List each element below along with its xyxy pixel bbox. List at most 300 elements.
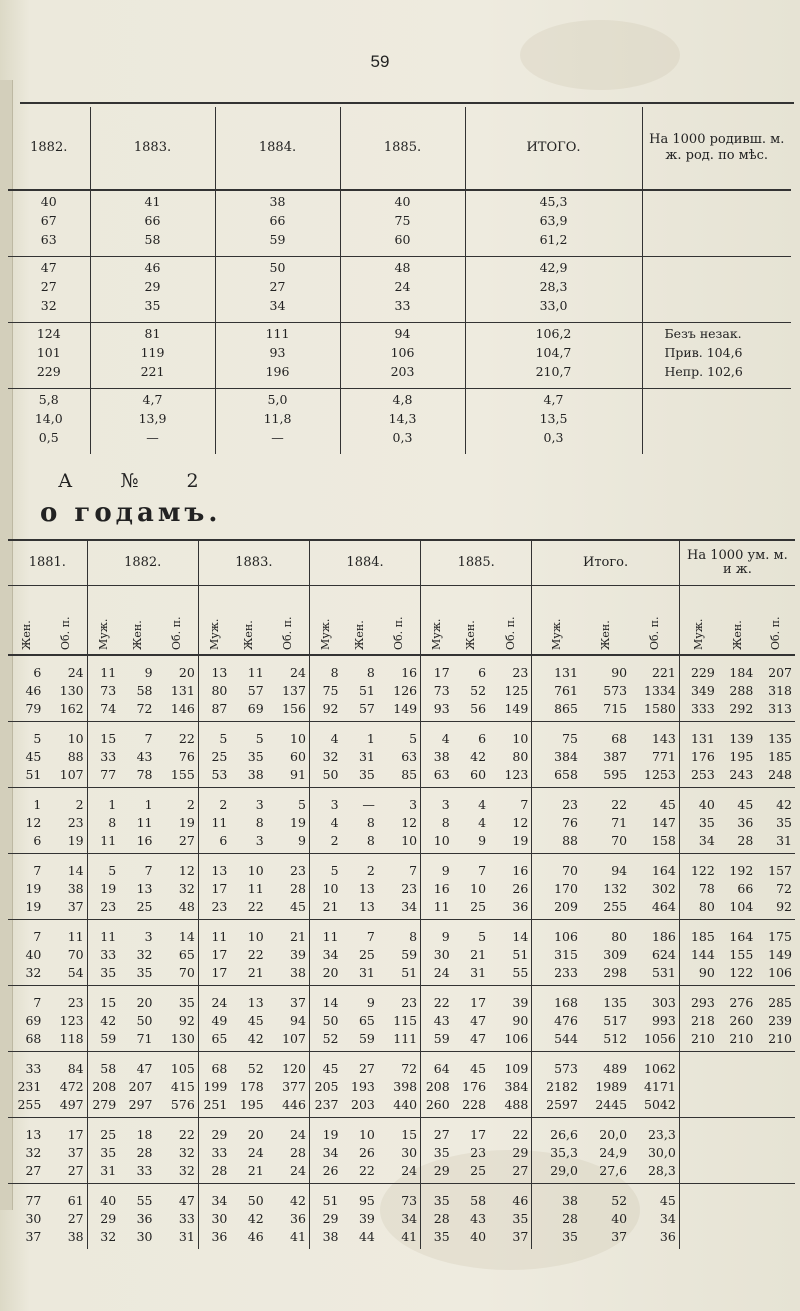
table-cell: 28,3 (630, 1162, 679, 1184)
table-cell: 5 (33, 731, 42, 746)
year-header-1881: 1881. (8, 540, 87, 586)
table-cell: 52 (611, 1193, 628, 1208)
sub-header (44, 586, 87, 656)
table-cell: 41 (378, 1228, 421, 1249)
table-cell: 36 (211, 1229, 228, 1244)
table-cell: 10 (378, 832, 421, 854)
table-cell: 9 (441, 929, 450, 944)
summary-cell (8, 389, 90, 455)
table-cell: 75 (562, 731, 578, 746)
summary-value: 58 (144, 232, 161, 247)
table-cell: 3 (378, 788, 421, 815)
table-cell: 164 (729, 929, 754, 944)
table-cell: 23 (378, 880, 421, 898)
table-cell: 22 (156, 1118, 199, 1145)
table-cell: 54 (44, 964, 87, 986)
sub-header-label: Жен. (130, 620, 144, 650)
table-cell: 260 (729, 1013, 754, 1028)
table-cell: 35 (433, 1193, 450, 1208)
table-cell: 47 (470, 1013, 487, 1028)
table-cell: 42 (470, 749, 487, 764)
summary-cell (340, 389, 465, 455)
summary-value: 67 (40, 213, 57, 228)
summary-value: 40 (394, 194, 411, 209)
col-header-1884: 1884. (215, 107, 340, 190)
summary-value: 35 (144, 298, 161, 313)
table-cell: 8 (342, 832, 378, 854)
table-cell: 297 (119, 1096, 155, 1118)
table-cell: 80 (611, 929, 628, 944)
table-cell: 19 (44, 832, 87, 854)
summary-value: 106,2 (535, 326, 572, 341)
table-cell: 72 (119, 700, 155, 722)
table-cell: 22 (433, 995, 450, 1010)
table-cell: 27 (8, 1162, 44, 1184)
table-cell: 2597 (532, 1096, 581, 1118)
table-row (8, 1052, 795, 1079)
table-cell: 69 (25, 1013, 42, 1028)
table-cell: 178 (239, 1079, 264, 1094)
summary-value: 119 (140, 345, 165, 360)
summary-value: 28,3 (539, 279, 568, 294)
table-cell: 5 (108, 863, 117, 878)
table-cell: 70 (44, 946, 87, 964)
table-cell: 239 (768, 1013, 792, 1028)
table-cell: 6 (33, 665, 42, 680)
table-cell: 43 (433, 1013, 450, 1028)
table-cell: 80 (489, 748, 532, 766)
summary-value: 29 (144, 279, 161, 294)
table-cell: 6 (8, 832, 44, 854)
table-cell (756, 1162, 795, 1184)
table-cell: 10 (421, 832, 453, 854)
section-heading: о годамъ. (40, 498, 222, 528)
table-cell: 16 (489, 854, 532, 881)
year-header-1885: 1885. (421, 540, 532, 586)
summary-value: 101 (36, 345, 61, 360)
summary-value: 203 (390, 364, 415, 379)
table-cell: 243 (718, 766, 756, 788)
table-cell: 37 (489, 1228, 532, 1249)
table-cell: 23 (562, 797, 578, 812)
table-cell: 761 (554, 683, 578, 698)
table-cell (679, 1184, 717, 1211)
table-cell: 146 (156, 700, 199, 722)
table-cell (718, 1228, 756, 1249)
table-cell: 195 (230, 1096, 266, 1118)
table-cell (756, 1096, 795, 1118)
summary-value: 47 (40, 260, 57, 275)
summary-value: 50 (269, 260, 286, 275)
table-cell: 70 (156, 964, 199, 986)
table-cell: 122 (718, 964, 756, 986)
sub-header-label: Жен. (599, 620, 613, 650)
table-cell (718, 1162, 756, 1184)
table-row (8, 920, 795, 947)
table-cell: 288 (729, 683, 754, 698)
table-cell (756, 1144, 795, 1162)
table-cell: 24,9 (599, 1145, 628, 1160)
table-cell: 285 (768, 995, 792, 1010)
table-cell: 11 (211, 929, 228, 944)
table-cell: 162 (44, 700, 87, 722)
table-cell: 9 (441, 863, 450, 878)
table-cell: 32 (100, 1229, 117, 1244)
sub-header-label: Об. п. (281, 616, 295, 650)
table-cell: 92 (756, 898, 795, 920)
sub-header-label: Муж. (96, 618, 110, 650)
summary-value: 27 (269, 279, 286, 294)
table-cell: 65 (156, 946, 199, 964)
table-cell: 45 (267, 898, 310, 920)
table-cell: 21 (230, 1162, 266, 1184)
table-cell: 68 (611, 731, 628, 746)
table-cell: 19 (25, 881, 42, 896)
table-cell: 464 (630, 898, 679, 920)
table-cell: 440 (378, 1096, 421, 1118)
summary-cell (340, 190, 465, 257)
sub-header (309, 586, 341, 656)
table-row (8, 682, 795, 700)
sub-header (756, 586, 795, 656)
table-cell: 497 (44, 1096, 87, 1118)
table-cell: 192 (729, 863, 754, 878)
section-letter: А (58, 470, 75, 492)
table-cell: 28 (198, 1162, 230, 1184)
table-cell (718, 1096, 756, 1118)
summary-cell (215, 190, 340, 257)
section-number-sign: № (120, 470, 141, 492)
table-cell: 11 (421, 898, 453, 920)
table-cell: 8 (441, 815, 450, 830)
table-cell: 303 (630, 986, 679, 1013)
table-cell: 155 (156, 766, 199, 788)
table-cell: 28 (433, 1211, 450, 1226)
table-cell: 32 (8, 964, 44, 986)
table-cell: 993 (630, 1012, 679, 1030)
table-cell: 4 (478, 815, 487, 830)
summary-value: 124 (36, 326, 61, 341)
table-cell: 27 (358, 1061, 375, 1076)
table-cell: 157 (768, 863, 792, 878)
summary-value: 63 (40, 232, 57, 247)
table-cell: 17 (433, 665, 450, 680)
table-cell: 28 (267, 880, 310, 898)
table-cell: 50 (136, 1013, 153, 1028)
table-cell: 11 (247, 665, 264, 680)
table-cell: 122 (690, 863, 715, 878)
table-cell: 5 (219, 731, 228, 746)
summary-value: 34 (269, 298, 286, 313)
table-cell: 446 (267, 1096, 310, 1118)
table-cell: 31 (453, 964, 489, 986)
summary-cell (215, 389, 340, 455)
table-cell: 56 (453, 700, 489, 722)
table-row (8, 1228, 795, 1249)
year-header-total: Итого. (532, 540, 680, 586)
table-cell: 2 (219, 797, 228, 812)
table-cell: 30 (378, 1144, 421, 1162)
table-cell: 23 (44, 986, 87, 1013)
table-cell: 9 (366, 995, 375, 1010)
table-cell: 109 (489, 1052, 532, 1079)
table-cell: 36 (136, 1211, 153, 1226)
table-cell: 38 (267, 964, 310, 986)
table-cell: 15 (100, 995, 117, 1010)
table-cell: 31 (358, 749, 375, 764)
year-header-per-1000: На 1000 ум. м. и ж. (679, 540, 795, 586)
table-cell: 57 (247, 683, 264, 698)
table-cell: 186 (630, 920, 679, 947)
table-cell: 120 (267, 1052, 310, 1079)
table-cell: 34 (322, 947, 339, 962)
sub-header-label: Жен. (19, 620, 33, 650)
table-cell: 16 (433, 881, 450, 896)
table-cell (718, 1144, 756, 1162)
summary-value: 106 (390, 345, 415, 360)
summary-cell (642, 323, 791, 389)
table-cell: 18 (136, 1127, 153, 1142)
table-cell: 210 (679, 1030, 717, 1052)
table-cell: 5 (478, 929, 487, 944)
table-row (8, 1012, 795, 1030)
table-cell: 8 (330, 665, 339, 680)
table-cell: 33 (119, 1162, 155, 1184)
table-cell: 14 (489, 920, 532, 947)
table-cell: 4171 (630, 1078, 679, 1096)
table-cell: 1 (366, 731, 375, 746)
table-cell: 203 (342, 1096, 378, 1118)
table-cell: 12 (378, 814, 421, 832)
table-cell: 22 (611, 797, 628, 812)
table-cell: 237 (309, 1096, 341, 1118)
table-cell: 7 (33, 863, 42, 878)
table-cell: 17 (470, 1127, 487, 1142)
table-cell: 22 (342, 1162, 378, 1184)
table-cell: 12 (156, 854, 199, 881)
table-cell: 76 (562, 815, 578, 830)
table-cell: 377 (267, 1078, 310, 1096)
table-cell: 19 (8, 898, 44, 920)
summary-value: 40 (40, 194, 57, 209)
summary-value: 14,3 (388, 411, 417, 426)
table-cell: 207 (768, 665, 792, 680)
table-cell: 4 (478, 797, 487, 812)
sub-header (679, 586, 717, 656)
summary-value: 63,9 (539, 213, 568, 228)
table-cell: 2182 (546, 1079, 578, 1094)
table-cell: 185 (690, 929, 715, 944)
table-cell: 42 (100, 1013, 117, 1028)
table-cell: 55 (136, 1193, 153, 1208)
table-cell: 255 (8, 1096, 44, 1118)
summary-cell (642, 257, 791, 323)
table-cell: 185 (768, 749, 792, 764)
table-cell: 23 (489, 655, 532, 682)
table-cell: 63 (378, 748, 421, 766)
table-cell: 70 (562, 863, 578, 878)
sub-header (87, 586, 119, 656)
table-cell (679, 1162, 717, 1184)
table-cell: 106 (489, 1030, 532, 1052)
table-cell: 24 (211, 995, 228, 1010)
summary-cell (340, 323, 465, 389)
table-cell: 45 (25, 749, 42, 764)
table-cell: 17 (211, 947, 228, 962)
table-cell: 79 (8, 700, 44, 722)
table-cell: 32 (322, 749, 339, 764)
sub-header-label: Муж. (208, 618, 222, 650)
table-cell: 51 (489, 946, 532, 964)
table-cell: 118 (44, 1030, 87, 1052)
summary-value: 221 (140, 364, 165, 379)
section-number-value: 2 (186, 470, 201, 492)
table-cell: 11 (100, 665, 117, 680)
summary-cell (8, 257, 90, 323)
sub-header (453, 586, 489, 656)
table-cell: 22 (156, 722, 199, 749)
table-cell: 19 (322, 1127, 339, 1142)
table-cell: 865 (532, 700, 581, 722)
table-cell: 156 (267, 700, 310, 722)
table-cell: 1253 (630, 766, 679, 788)
table-cell: 1 (144, 797, 153, 812)
table-cell: 292 (718, 700, 756, 722)
table-cell: 315 (554, 947, 578, 962)
summary-value: — (146, 430, 159, 445)
table-row (8, 700, 795, 722)
table-cell: 25 (211, 749, 228, 764)
table-cell: 13 (136, 881, 153, 896)
table-cell: 65 (198, 1030, 230, 1052)
table-cell: 68 (8, 1030, 44, 1052)
summary-cell (215, 257, 340, 323)
summary-group-row (8, 190, 791, 257)
table-cell: 52 (309, 1030, 341, 1052)
sub-header-label: Жен. (242, 620, 256, 650)
table-cell: 1989 (595, 1079, 628, 1094)
table-cell: 80 (211, 683, 228, 698)
table-cell: 130 (44, 682, 87, 700)
table-cell: 35 (247, 749, 264, 764)
summary-value: 5,0 (267, 392, 288, 407)
page-number: 59 (370, 52, 390, 71)
table-cell: 17 (44, 1118, 87, 1145)
summary-cell (90, 389, 215, 455)
table-cell: 9 (267, 832, 310, 854)
summary-value: — (271, 430, 284, 445)
yearly-table (8, 539, 795, 1249)
table-cell: 2 (156, 788, 199, 815)
table-cell: 11 (87, 832, 119, 854)
table-cell (718, 1184, 756, 1211)
paper-stain (520, 20, 680, 90)
table-cell: 34 (211, 1193, 228, 1208)
table-cell: 489 (603, 1061, 628, 1076)
table-cell: 231 (17, 1079, 42, 1094)
table-cell: 158 (630, 832, 679, 854)
summary-cell (642, 389, 791, 455)
table-cell: 37 (267, 986, 310, 1013)
table-cell: 45 (630, 1184, 679, 1211)
summary-cell (465, 190, 642, 257)
table-cell: 208 (92, 1079, 117, 1094)
table-cell: 135 (603, 995, 628, 1010)
table-cell: 70 (581, 832, 630, 854)
table-cell: 21 (470, 947, 487, 962)
table-cell: 37 (44, 1144, 87, 1162)
table-cell: 248 (756, 766, 795, 788)
table-cell: 251 (198, 1096, 230, 1118)
table-cell: 10 (470, 881, 487, 896)
table-cell: 19 (156, 814, 199, 832)
table-cell: 38 (433, 749, 450, 764)
table-row (8, 880, 795, 898)
table-cell: 59 (87, 1030, 119, 1052)
table-row (8, 898, 795, 920)
table-cell: 63 (421, 766, 453, 788)
summary-cell (90, 257, 215, 323)
sub-header (267, 586, 310, 656)
summary-value: 4,7 (142, 392, 163, 407)
table-cell: 2 (44, 788, 87, 815)
table-cell: 35 (100, 1145, 117, 1160)
table-cell: 107 (44, 766, 87, 788)
table-cell: 11 (322, 929, 339, 944)
table-cell: 25 (453, 1162, 489, 1184)
table-cell: 25 (119, 898, 155, 920)
table-cell: 59 (378, 946, 421, 964)
table-cell: 313 (756, 700, 795, 722)
table-cell: 92 (156, 1012, 199, 1030)
table-cell: 37 (44, 898, 87, 920)
table-cell: 22 (247, 947, 264, 962)
table-row (8, 1078, 795, 1096)
table-cell: 52 (470, 683, 487, 698)
table-cell: 72 (378, 1052, 421, 1079)
table-cell: 387 (603, 749, 628, 764)
table-cell: 193 (351, 1079, 375, 1094)
summary-value: 14,0 (34, 411, 63, 426)
table-cell: 5 (378, 722, 421, 749)
table-cell: 149 (768, 947, 792, 962)
col-header-1882: 1882. (8, 107, 90, 190)
yearly-year-row (8, 540, 795, 586)
table-cell: 25 (358, 947, 375, 962)
table-cell: 28 (136, 1145, 153, 1160)
table-cell: 13 (247, 995, 264, 1010)
table-cell: 59 (342, 1030, 378, 1052)
table-cell: 36 (737, 815, 754, 830)
sub-header-label: Об. п. (503, 616, 517, 650)
table-cell: 10 (322, 881, 339, 896)
sub-header (489, 586, 532, 656)
table-cell: 7 (144, 731, 153, 746)
sub-header (630, 586, 679, 656)
yearly-subheader-row (8, 586, 795, 656)
summary-value: 0,3 (543, 430, 564, 445)
table-cell: 23 (378, 986, 421, 1013)
table-cell: 14 (44, 854, 87, 881)
table-cell: 39 (358, 1211, 375, 1226)
table-cell: 33 (25, 1061, 42, 1076)
table-cell: 512 (581, 1030, 630, 1052)
sub-header (156, 586, 199, 656)
table-cell: 23 (87, 898, 119, 920)
table-cell: 85 (378, 766, 421, 788)
table-cell: 12 (25, 815, 42, 830)
summary-value: 59 (269, 232, 286, 247)
